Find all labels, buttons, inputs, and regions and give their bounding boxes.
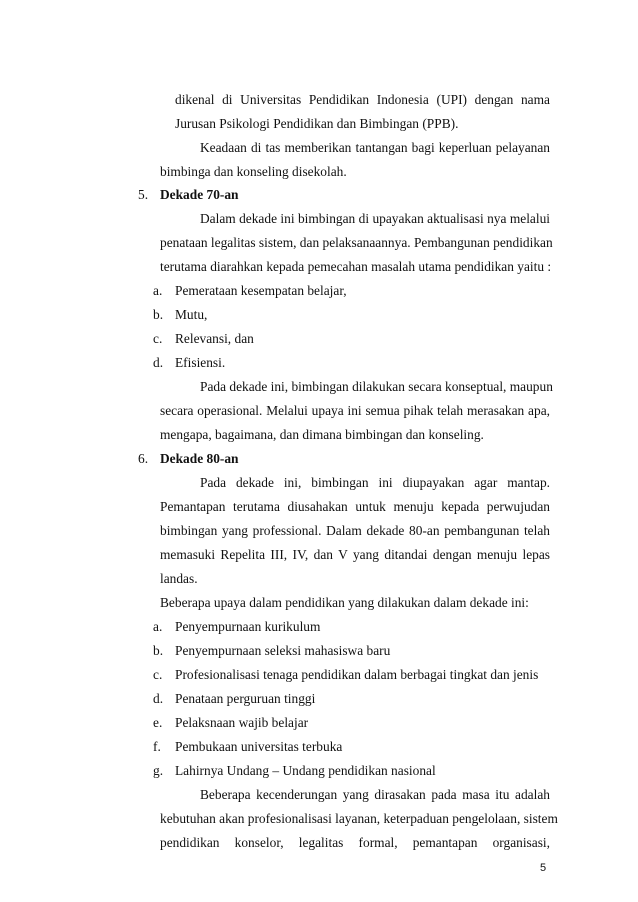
section-heading: Dekade 80-an (160, 451, 239, 466)
list-item: Pelaksnaan wajib belajar (175, 715, 309, 730)
body-text-line: Jurusan Psikologi Pendidikan dan Bimbingan (PPB). (175, 116, 459, 131)
body-text-line: secara operasional. Melalui upaya ini semua pihak telah merasakan apa, (160, 403, 550, 418)
page-number: 5 (540, 862, 547, 874)
body-text-line: Pada dekade ini, bimbingan ini diupayakan agar mantap. (200, 475, 550, 490)
list-item: Penyempurnaan kurikulum (175, 619, 321, 634)
body-text-line: landas. (160, 571, 198, 586)
body-text-line: pendidikan konselor, legalitas formal, pemantapan organisasi, (160, 835, 550, 850)
body-text-line: terutama diarahkan kepada pemecahan masalah utama pendidikan yaitu : (160, 259, 552, 274)
body-text-line: mengapa, bagaimana, dan dimana bimbingan dan konseling. (160, 427, 484, 442)
body-text-line: Pemantapan terutama diusahakan untuk menuju kepada perwujudan (160, 499, 550, 514)
body-text-line: bimbinga dan konseling disekolah. (160, 164, 347, 179)
list-item: Relevansi, dan (175, 331, 254, 346)
body-text-line: Keadaan di tas memberikan tantangan bagi keperluan pelayanan (200, 140, 550, 155)
list-item: Lahirnya Undang – Undang pendidikan nasional (175, 763, 436, 778)
section-heading: Dekade 70-an (160, 187, 239, 202)
list-label: c. (153, 331, 163, 346)
list-label: a. (153, 283, 163, 298)
body-text-line: Pada dekade ini, bimbingan dilakukan secara konseptual, maupun (200, 379, 553, 394)
section-number: 5. (138, 187, 149, 202)
section-number: 6. (138, 451, 149, 466)
list-item: Penyempurnaan seleksi mahasiswa baru (175, 643, 391, 658)
list-item: Profesionalisasi tenaga pendidikan dalam berbagai tingkat dan jenis (175, 667, 539, 682)
list-label: b. (153, 643, 164, 658)
list-label: e. (153, 715, 163, 730)
list-item: Penataan perguruan tinggi (175, 691, 316, 706)
body-text-line: kebutuhan akan profesionalisasi layanan, keterpaduan pengelolaan, sistem (160, 811, 558, 826)
body-text-line: Dalam dekade ini bimbingan di upayakan aktualisasi nya melalui (200, 211, 550, 226)
list-item: Pemerataan kesempatan belajar, (175, 283, 347, 298)
list-item: Pembukaan universitas terbuka (175, 739, 343, 754)
list-label: d. (153, 355, 164, 370)
body-text-line: memasuki Repelita III, IV, dan V yang ditandai dengan menuju lepas (160, 547, 550, 562)
list-label: a. (153, 619, 163, 634)
body-text-line: Beberapa kecenderungan yang dirasakan pada masa itu adalah (200, 787, 550, 802)
body-text-line: Beberapa upaya dalam pendidikan yang dilakukan dalam dekade ini: (160, 595, 529, 610)
list-item: Mutu, (175, 307, 208, 322)
body-text-line: bimbingan yang professional. Dalam dekade 80-an pembangunan telah (160, 523, 550, 538)
body-text-line: dikenal di Universitas Pendidikan Indonesia (UPI) dengan nama (175, 92, 550, 107)
list-item: Efisiensi. (175, 355, 226, 370)
list-label: f. (153, 739, 161, 754)
list-label: b. (153, 307, 164, 322)
list-label: g. (153, 763, 164, 778)
body-text-line: penataan legalitas sistem, dan pelaksanaannya. Pembangunan pendidikan (160, 235, 553, 250)
list-label: d. (153, 691, 164, 706)
list-label: c. (153, 667, 163, 682)
